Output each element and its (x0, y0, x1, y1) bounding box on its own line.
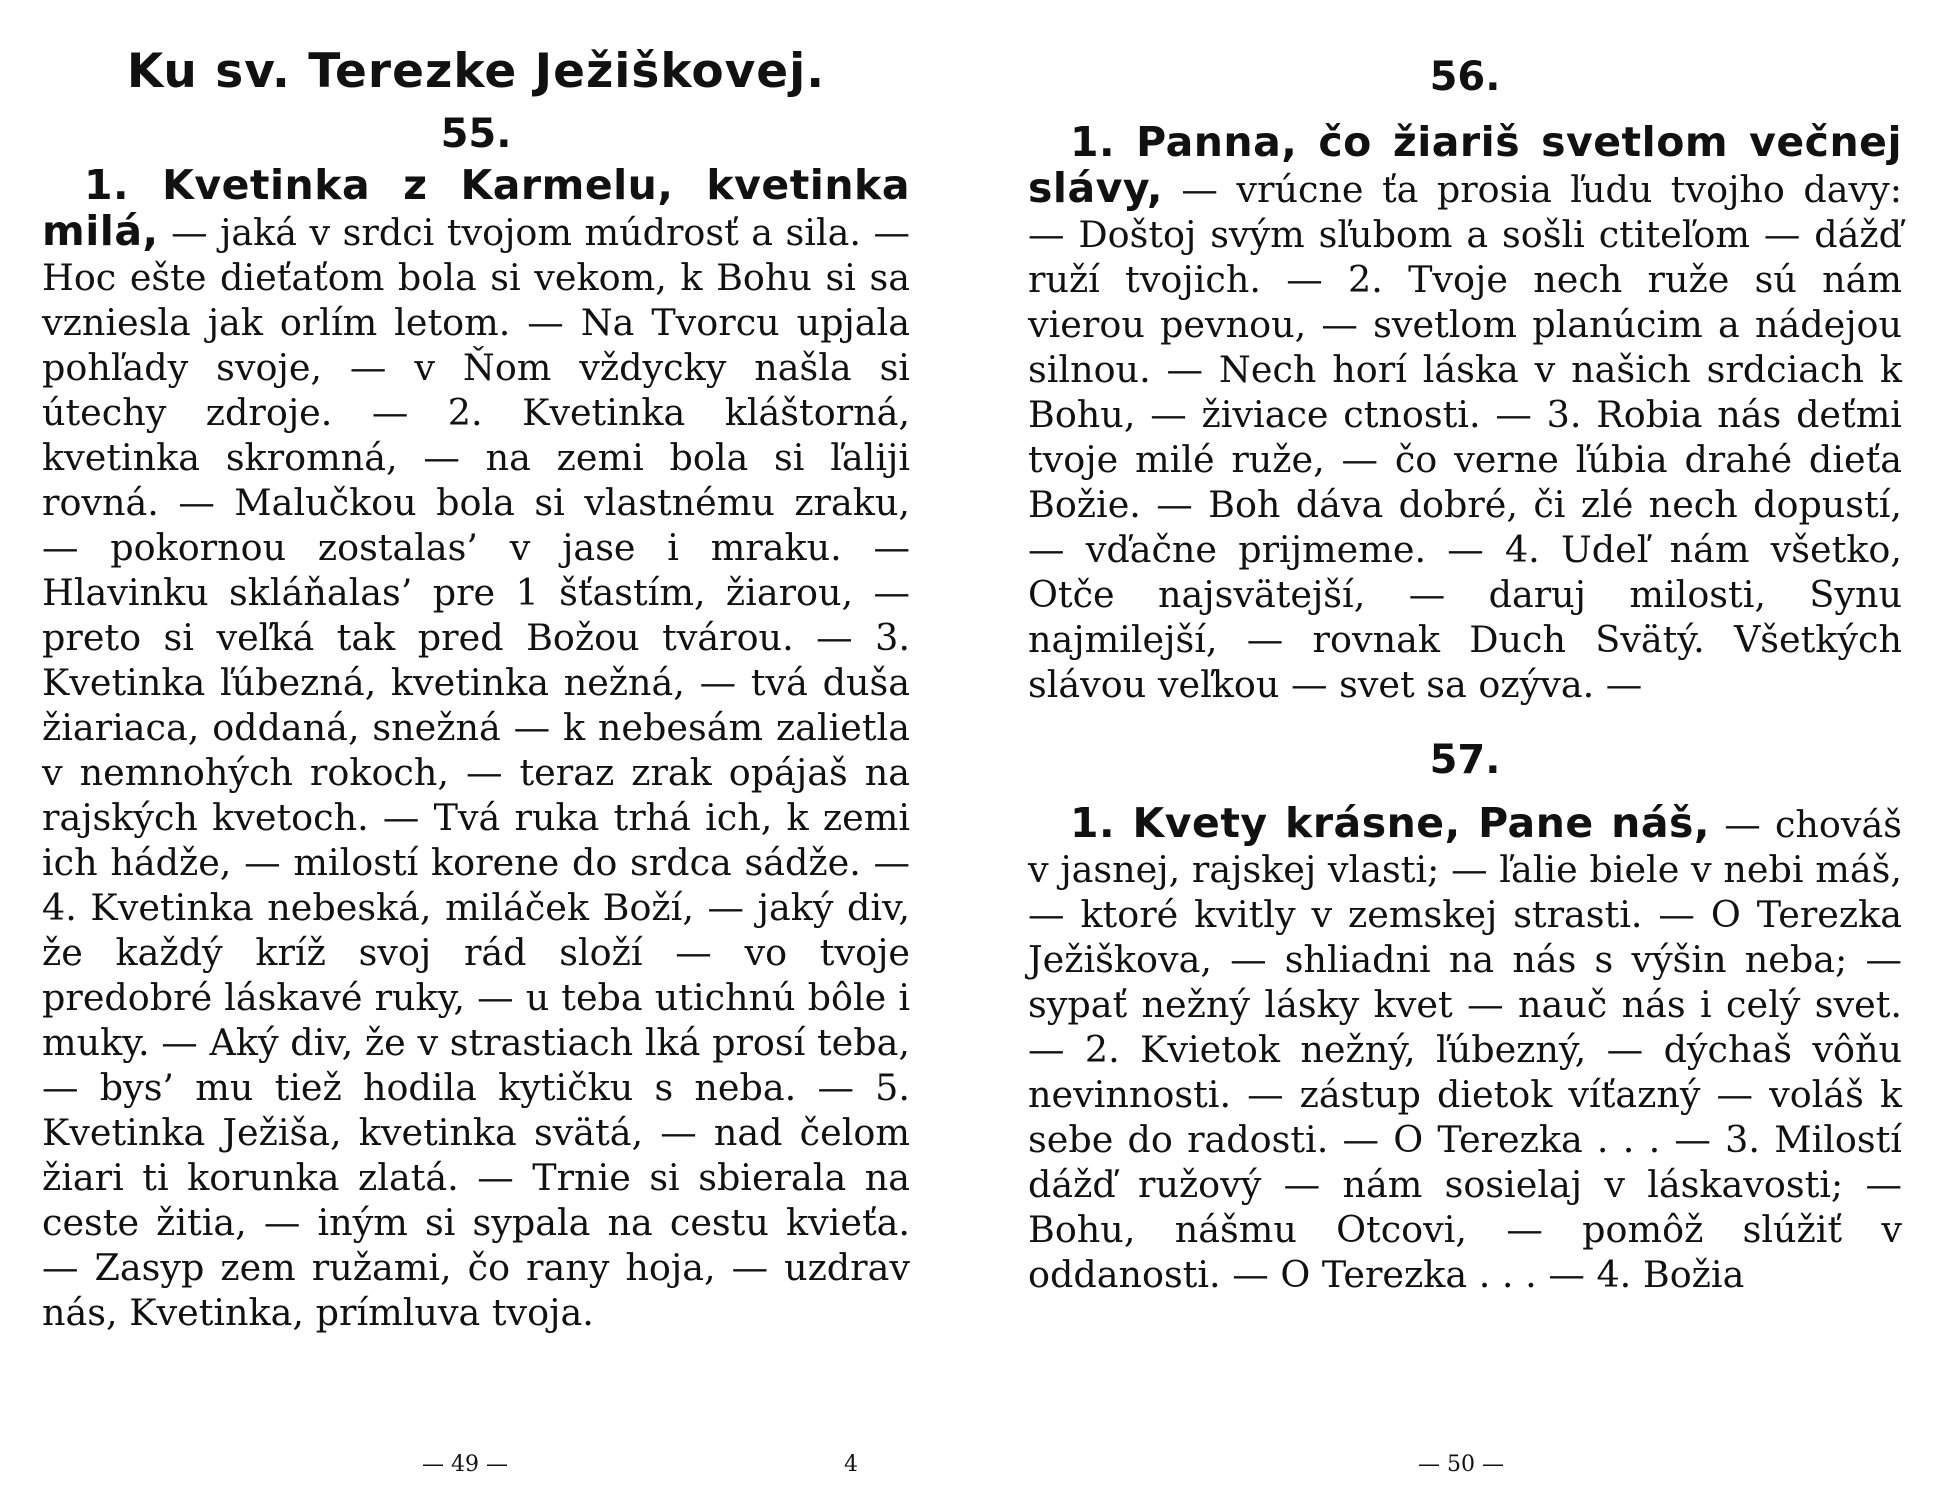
hymn-57-body: — chováš v jasnej, rajskej vlasti; — ľalie biele v nebi máš, — ktoré kvitly v zemskej strasti. — O Terezka Ježiškova, — shliadni na nás s výšin neba; — sypať nežný lásky kvet — nauč nás i celý svet. — 2. Kvietok nežný, ľúbezný, — dýchaš vôňu nevinnosti. — zástup dietok víťazný — voláš k sebe do radosti. — O Terezka . . . — 3. Milostí dážď ružový — nám sosielaj v láskavosti; — Bohu, nášmu Otcovi, — pomôž slúžiť v oddanosti. — O Terezka . . . — 4. Božia (1028, 803, 1902, 1296)
hymn-56-text (1028, 120, 1902, 707)
page-number-left: — 49 — (422, 1452, 508, 1477)
hymn-number-56: 56. (1429, 54, 1501, 100)
hymn-55-incipit: 1. Kvetinka z Karmelu, kvetinka milá, (42, 161, 910, 255)
hymn-57-text (1028, 801, 1902, 1297)
hymn-57-incipit: 1. Kvety krásne, Pane náš, (1070, 799, 1710, 847)
hymn-56-body: — vrúcne ťa prosia ľudu tvojho davy: — Doštoj svým sľubom a sošli ctiteľom — dážď ruží tvojich. — 2. Tvoje nech ruže sú nám vierou pevnou, — svetlom planúcim a nádejou silnou. — Nech horí láska v našich srdciach k Bohu, — živiace ctnosti. — 3. Robia nás deťmi tvoje milé ruže, — čo verne ľúbia drahé dieťa Božie. — Boh dáva dobré, či zlé nech dopustí, — vďačne prijmeme. — 4. Udeľ nám všetko, Otče najsvätejší, — daruj milosti, Synu najmilejší, — rovnak Duch Svätý. Všetkých slávou veľkou — svet sa ozýva. — (1028, 168, 1902, 706)
hymn-number-57: 57. (1429, 737, 1501, 783)
signature-mark: 4 (844, 1452, 858, 1477)
right-page (1028, 0, 1902, 1500)
hymn-55-text (42, 163, 910, 1335)
page-number-right: — 50 — (1418, 1452, 1504, 1477)
hymn-55-body: — jaká v srdci tvojom múdrosť a sila. — Hoc ešte dieťaťom bola si vekom, k Bohu si sa vzniesla jak orlím letom. — Na Tvorcu upjala pohľady svoje, — v Ňom vždycky našla si útechy zdroje. — 2. Kvetinka kláštorná, kvetinka skromná, — na zemi bola si ľaliji rovná. — Malučkou bola si vlastnému zraku, — pokornou zostalas’ v jase i mraku. — Hlavinku skláňalas’ pre 1 šťastím, žiarou, — preto si veľká tak pred Božou tvárou. — 3. Kvetinka ľúbezná, kvetinka nežná, — tvá duša žiariaca, oddaná, snežná — k nebesám zalietla v nemnohých rokoch, — teraz zrak opájaš na rajských kvetoch. — Tvá ruka trhá ich, k zemi ich hádže, — milostí korene do srdca sádže. — 4. Kvetinka nebeská, miláček Boží, — jaký div, že každý kríž svoj rád složí — vo tvoje predobré láskavé ruky, — u teba utichnú bôle i muky. — Aký div, že v strastiach lká prosí teba, — bys’ mu tiež hodila kytičku s neba. — 5. Kvetinka Ježiša, kvetinka svätá, — nad čelom žiari ti korunka zlatá. — Trnie si sbierala na ceste žitia, — iným si sypala na cestu kvieťa. — Zasyp zem ružami, čo rany hoja, — uzdrav nás, Kvetinka, prímluva tvoja. (42, 211, 910, 1334)
section-title: Ku sv. Terezke Ježiškovej. (126, 44, 826, 99)
hymn-56-incipit: 1. Panna, čo žiariš svetlom večnej slávy, (1028, 118, 1902, 212)
hymn-number-55: 55. (440, 111, 512, 157)
left-page (42, 0, 910, 1500)
